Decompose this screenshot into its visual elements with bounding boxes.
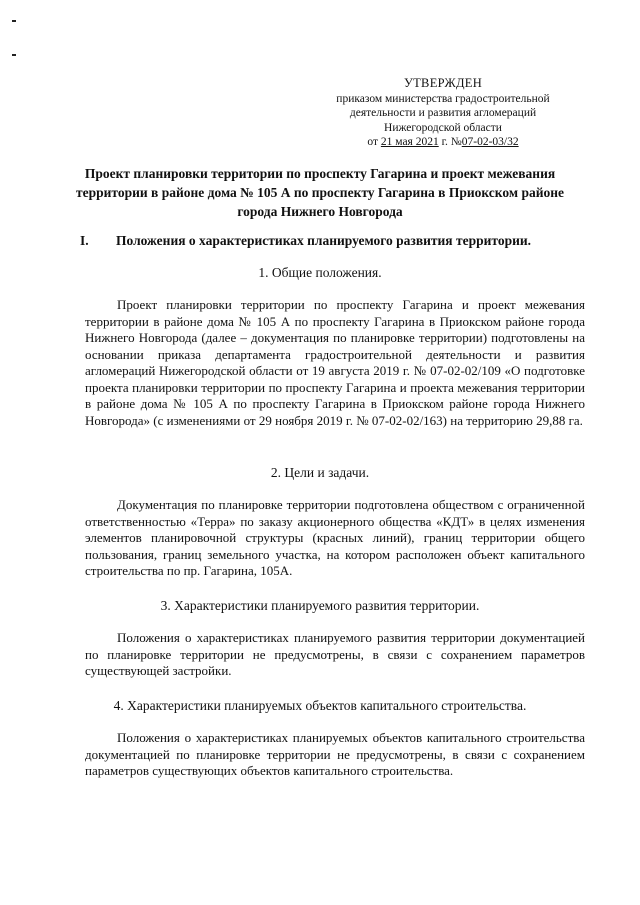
subsection-heading: 3. Характеристики планируемого развития территории. (160, 598, 480, 613)
subsection-paragraph: Документация по планировке территории подготовлена обществом с ограниченной ответственностью «Терра» по заказу акционерного общества «КДТ» в целях изменения элементов планировочной структуры (красных линий), границ территории общего пользования, границ земельного участка, на котором расположен объект капитального строительства по пр. Гагарина, 105А. (85, 497, 585, 578)
section-title: Положения о характеристиках планируемого развития территории. (116, 233, 532, 248)
scan-mark (12, 54, 16, 56)
approval-number: 07-02-03/32 (461, 136, 519, 148)
approval-date-line (318, 135, 568, 150)
approval-stamp (318, 76, 568, 150)
approval-number-label: № (450, 136, 462, 148)
subsection-heading: 4. Характеристики планируемых объектов капитального строительства. (113, 698, 527, 713)
approval-year-suffix: г. (441, 136, 448, 148)
subsection-paragraph: Положения о характеристиках планируемого развития территории документацией по планировке территории не предусмотрены, в связи с сохранением параметров существующей застройки. (85, 630, 585, 678)
subsection-paragraph: Положения о характеристиках планируемых объектов капитального строительства документацией по планировке территории не предусмотрены, в связи с сохранением параметров существующих объектов капитального строительства. (85, 730, 585, 778)
section-heading (80, 232, 580, 250)
approval-date: 21 мая 2021 (380, 136, 439, 148)
subsection-heading: 2. Цели и задачи. (270, 465, 370, 480)
subsection-heading: 1. Общие положения. (258, 265, 382, 280)
subsection-paragraph: Проект планировки территории по проспекту Гагарина и проект межевания территории в районе дома № 105 А по проспекту Гагарина в Приокском районе города Нижнего Новгорода (далее – документация по планировке территории) подготовлены на основании приказа департамента градостроительной деятельности и развития агломераций Нижегородской области от 19 августа 2019 г. № 07-02-02/109 «О подготовке проекта планировки территории по проспекту Гагарина и проекта межевания территории в районе дома № 105 А по проспекту Гагарина в Приокском районе города Нижнего Новгорода» (с изменениями от 29 ноября 2019 г. № 07-02-02/163) на территорию 29,88 га. (85, 297, 585, 428)
scan-mark (12, 20, 16, 22)
section-number: I. (80, 233, 89, 248)
approval-heading: УТВЕРЖДЕН (403, 76, 483, 90)
approval-line: Нижегородской области (384, 121, 502, 134)
approval-from-label: от (367, 136, 378, 148)
document-title: Проект планировки территории по проспекту Гагарина и проект межевания территории в районе дома № 105 А по проспекту Гагарина в Приокском районе города Нижнего Новгорода (75, 166, 565, 219)
approval-line: приказом министерства градостроительной (336, 92, 550, 105)
approval-line: деятельности и развития агломераций (349, 107, 537, 119)
